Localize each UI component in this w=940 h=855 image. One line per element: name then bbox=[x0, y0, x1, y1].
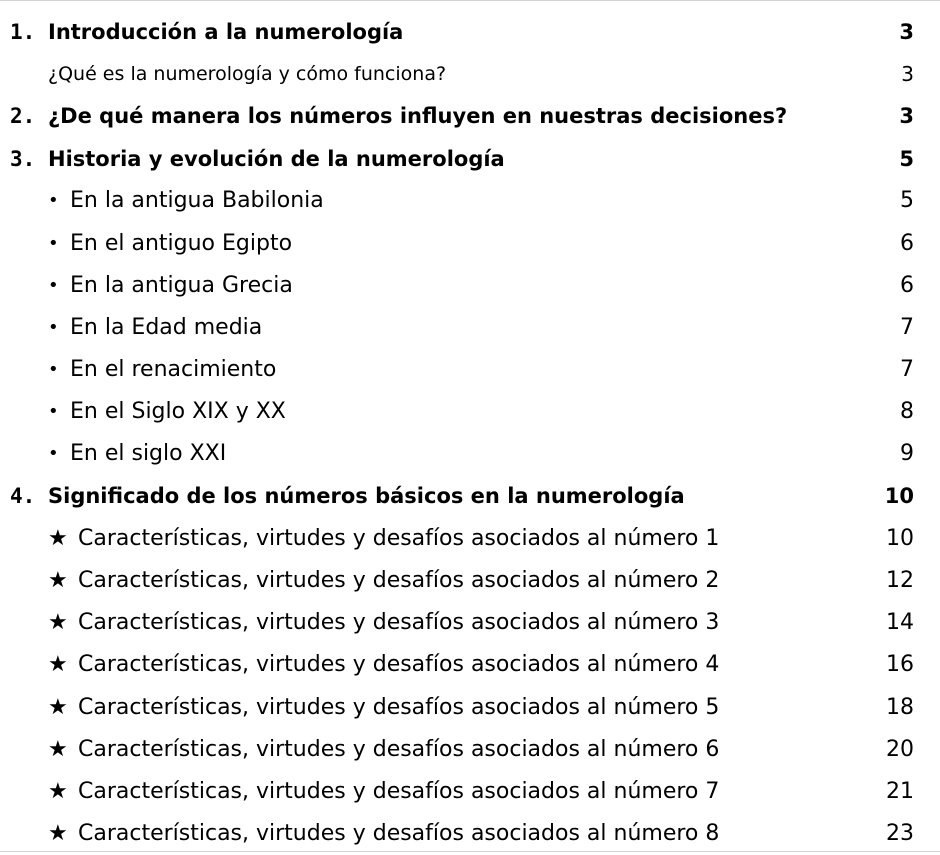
star-icon: ★ bbox=[48, 694, 68, 720]
toc-entry-page: 10 bbox=[886, 525, 914, 551]
toc-entry-page: 5 bbox=[899, 146, 914, 171]
toc-entry[interactable] bbox=[0, 433, 940, 475]
toc-entry[interactable] bbox=[0, 517, 940, 559]
toc-entry-title: ¿De qué manera los números influyen en nuestras decisiones? bbox=[48, 104, 788, 129]
toc-entry-page: 7 bbox=[900, 357, 914, 383]
star-icon: ★ bbox=[48, 778, 68, 804]
toc-entry-page: 16 bbox=[886, 652, 914, 678]
toc-entry-title: En el siglo XXI bbox=[70, 441, 227, 467]
toc-entry-title: Características, virtudes y desafíos asociados al número 8 bbox=[78, 821, 720, 847]
toc-entry-page: 5 bbox=[900, 188, 914, 214]
toc-entry-page: 6 bbox=[900, 272, 914, 298]
bullet-icon: • bbox=[48, 190, 59, 212]
toc-entry-page: 7 bbox=[900, 314, 914, 340]
toc-entry-title: Introducción a la numerología bbox=[48, 20, 404, 45]
toc-entry[interactable] bbox=[0, 559, 940, 601]
toc-entry[interactable] bbox=[0, 95, 940, 137]
toc-entry[interactable] bbox=[0, 138, 940, 180]
toc-entry[interactable] bbox=[0, 306, 940, 348]
toc-entry[interactable] bbox=[0, 391, 940, 433]
toc-entry-page: 18 bbox=[886, 694, 914, 720]
toc-entry[interactable] bbox=[0, 770, 940, 812]
star-icon: ★ bbox=[48, 568, 68, 594]
star-icon: ★ bbox=[48, 736, 68, 762]
toc-entry[interactable] bbox=[0, 53, 940, 95]
star-icon: ★ bbox=[48, 525, 68, 551]
toc-entry-page: 21 bbox=[886, 778, 914, 804]
toc-entry[interactable] bbox=[0, 813, 940, 855]
toc-entry-title: Características, virtudes y desafíos asociados al número 6 bbox=[78, 736, 720, 762]
toc-entry[interactable] bbox=[0, 644, 940, 686]
toc-entry-title: En la antigua Grecia bbox=[70, 272, 293, 298]
toc-entry-title: Historia y evolución de la numerología bbox=[48, 146, 505, 171]
toc-entry-title: ¿Qué es la numerología y cómo funciona? bbox=[48, 63, 447, 86]
toc-entry-title: En la antigua Babilonia bbox=[70, 188, 324, 214]
toc-entry-page: 10 bbox=[884, 484, 914, 509]
toc-entry-page: 6 bbox=[900, 230, 914, 256]
toc-entry-number: 4. bbox=[10, 484, 36, 509]
toc-entry-title: Significado de los números básicos en la numerología bbox=[48, 484, 685, 509]
toc-entry-title: Características, virtudes y desafíos asociados al número 1 bbox=[78, 525, 720, 551]
bullet-icon: • bbox=[48, 274, 59, 296]
toc-entry-page: 8 bbox=[900, 399, 914, 425]
toc-entry[interactable] bbox=[0, 264, 940, 306]
toc-entry-title: En el antiguo Egipto bbox=[70, 230, 293, 256]
toc-entry[interactable] bbox=[0, 349, 940, 391]
toc-entry-title: Características, virtudes y desafíos asociados al número 5 bbox=[78, 694, 720, 720]
toc-entry-title: Características, virtudes y desafíos asociados al número 3 bbox=[78, 610, 720, 636]
toc-entry-title: En el Siglo XIX y XX bbox=[70, 399, 286, 425]
toc-entry-page: 9 bbox=[900, 441, 914, 467]
toc-entry[interactable] bbox=[0, 180, 940, 222]
bullet-icon: • bbox=[48, 401, 59, 423]
toc-entry[interactable] bbox=[0, 686, 940, 728]
star-icon: ★ bbox=[48, 652, 68, 678]
toc-entry-number: 1. bbox=[10, 20, 36, 45]
toc-entry[interactable] bbox=[0, 222, 940, 264]
toc-entry-number: 2. bbox=[10, 104, 36, 129]
toc-entry-number: 3. bbox=[10, 146, 36, 171]
toc-entry-page: 3 bbox=[899, 20, 914, 45]
toc-entry[interactable] bbox=[0, 728, 940, 770]
star-icon: ★ bbox=[48, 821, 68, 847]
bullet-icon: • bbox=[48, 232, 59, 254]
toc-entry-page: 12 bbox=[886, 568, 914, 594]
toc-entry-page: 14 bbox=[886, 610, 914, 636]
bullet-icon: • bbox=[48, 443, 59, 465]
toc-entry-title: Características, virtudes y desafíos asociados al número 7 bbox=[78, 778, 720, 804]
toc-entry-page: 3 bbox=[899, 104, 914, 129]
toc-entry-title: Características, virtudes y desafíos asociados al número 4 bbox=[78, 652, 720, 678]
star-icon: ★ bbox=[48, 610, 68, 636]
table-of-contents bbox=[0, 11, 940, 855]
toc-entry[interactable] bbox=[0, 11, 940, 53]
toc-entry-page: 3 bbox=[901, 62, 914, 87]
bullet-icon: • bbox=[48, 316, 59, 338]
toc-entry-page: 20 bbox=[886, 736, 914, 762]
toc-entry-title: En el renacimiento bbox=[70, 357, 277, 383]
toc-entry[interactable] bbox=[0, 602, 940, 644]
toc-entry-title: Características, virtudes y desafíos asociados al número 2 bbox=[78, 568, 720, 594]
toc-entry[interactable] bbox=[0, 475, 940, 517]
bullet-icon: • bbox=[48, 359, 59, 381]
toc-entry-page: 23 bbox=[886, 821, 914, 847]
toc-entry-title: En la Edad media bbox=[70, 314, 263, 340]
